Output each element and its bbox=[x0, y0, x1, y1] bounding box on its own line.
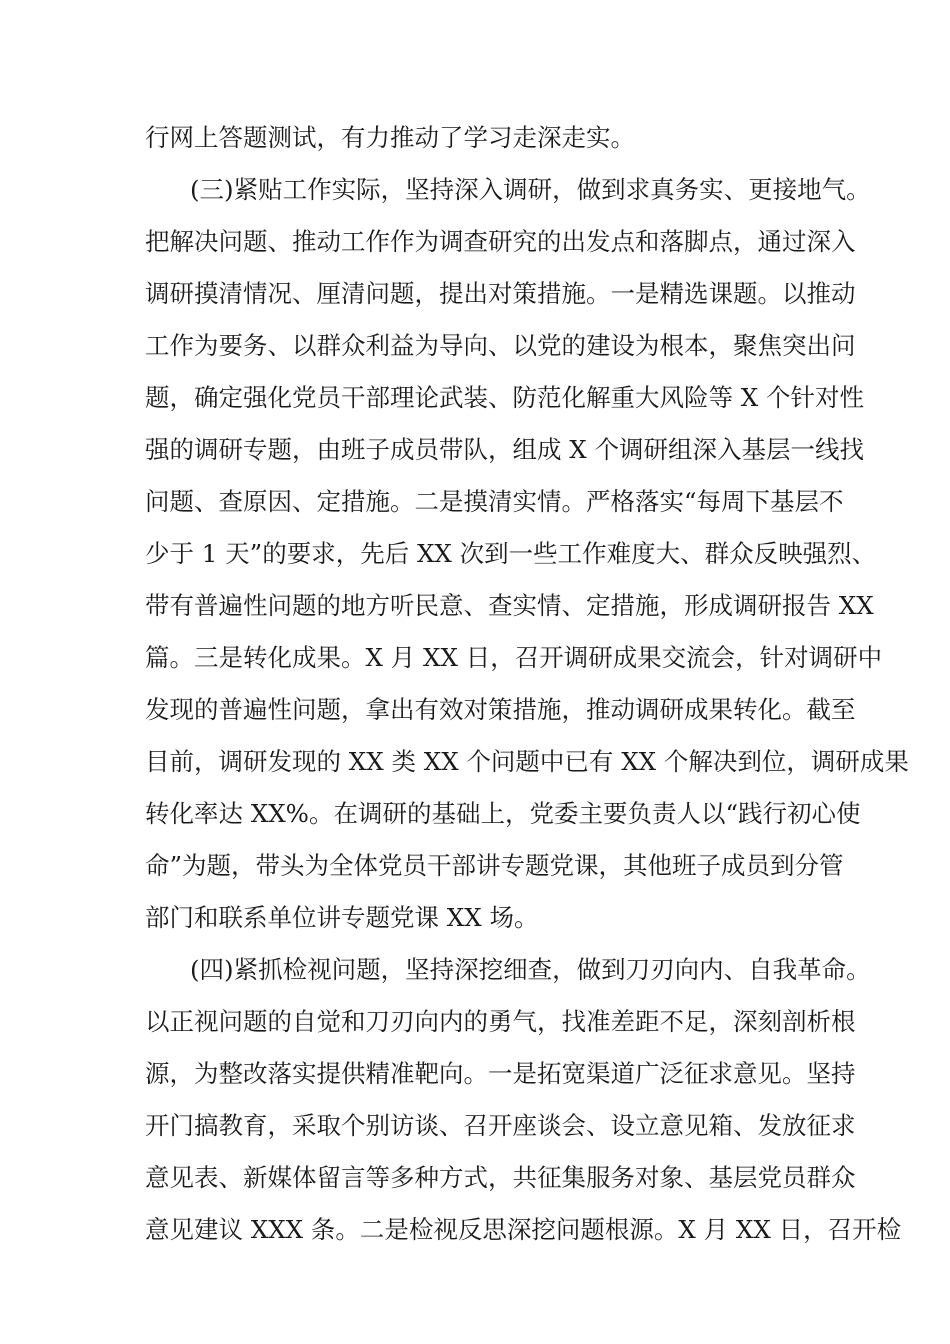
text-line: 问题、查原因、定措施。二是摸清实情。严格落实“每周下基层不 bbox=[145, 487, 844, 516]
text-line: 意见表、新媒体留言等多种方式，共征集服务对象、基层党员群众 bbox=[145, 1163, 856, 1192]
text-line: 转化率达 XX%。在调研的基础上，党委主要负责人以“践行初心使 bbox=[145, 799, 861, 828]
text-line: 源，为整改落实提供精准靶向。一是拓宽渠道广泛征求意见。坚持 bbox=[145, 1059, 856, 1088]
text-line: 以正视问题的自觉和刀刃向内的勇气，找准差距不足，深刻剖析根 bbox=[145, 1007, 856, 1036]
text-line: 少于 1 天”的要求，先后 XX 次到一些工作难度大、群众反映强烈、 bbox=[145, 539, 877, 568]
text-line: 发现的普遍性问题，拿出有效对策措施，推动调研成果转化。截至 bbox=[145, 695, 856, 724]
text-line: 调研摸清情况、厘清问题，提出对策措施。一是精选课题。以推动 bbox=[145, 279, 856, 308]
section-heading-4: (四)紧抓检视问题，坚持深挖细查，做到刀刃向内、自我革命。 bbox=[190, 955, 871, 984]
text-line: 意见建议 XXX 条。二是检视反思深挖问题根源。X 月 XX 日，召开检 bbox=[145, 1215, 902, 1244]
text-line: 篇。三是转化成果。X 月 XX 日，召开调研成果交流会，针对调研中 bbox=[145, 643, 883, 672]
text-line: 开门搞教育，采取个别访谈、召开座谈会、设立意见箱、发放征求 bbox=[145, 1111, 856, 1140]
text-line: 行网上答题测试，有力推动了学习走深走实。 bbox=[145, 123, 635, 152]
text-line: 强的调研专题，由班子成员带队，组成 X 个调研组深入基层一线找 bbox=[145, 435, 865, 464]
text-line: 目前，调研发现的 XX 类 XX 个问题中已有 XX 个解决到位，调研成果 bbox=[145, 747, 909, 776]
section-heading-3: (三)紧贴工作实际，坚持深入调研，做到求真务实、更接地气。 bbox=[190, 175, 871, 204]
text-line: 部门和联系单位讲专题党课 XX 场。 bbox=[145, 903, 539, 932]
text-line: 工作为要务、以群众利益为导向、以党的建设为根本，聚焦突出问 bbox=[145, 331, 856, 360]
text-line: 把解决问题、推动工作作为调查研究的出发点和落脚点，通过深入 bbox=[145, 227, 856, 256]
text-line: 带有普遍性问题的地方听民意、查实情、定措施，形成调研报告 XX bbox=[145, 591, 874, 620]
text-line: 命”为题，带头为全体党员干部讲专题党课，其他班子成员到分管 bbox=[145, 851, 844, 880]
text-line: 题，确定强化党员干部理论武装、防范化解重大风险等 X 个针对性 bbox=[145, 383, 865, 412]
